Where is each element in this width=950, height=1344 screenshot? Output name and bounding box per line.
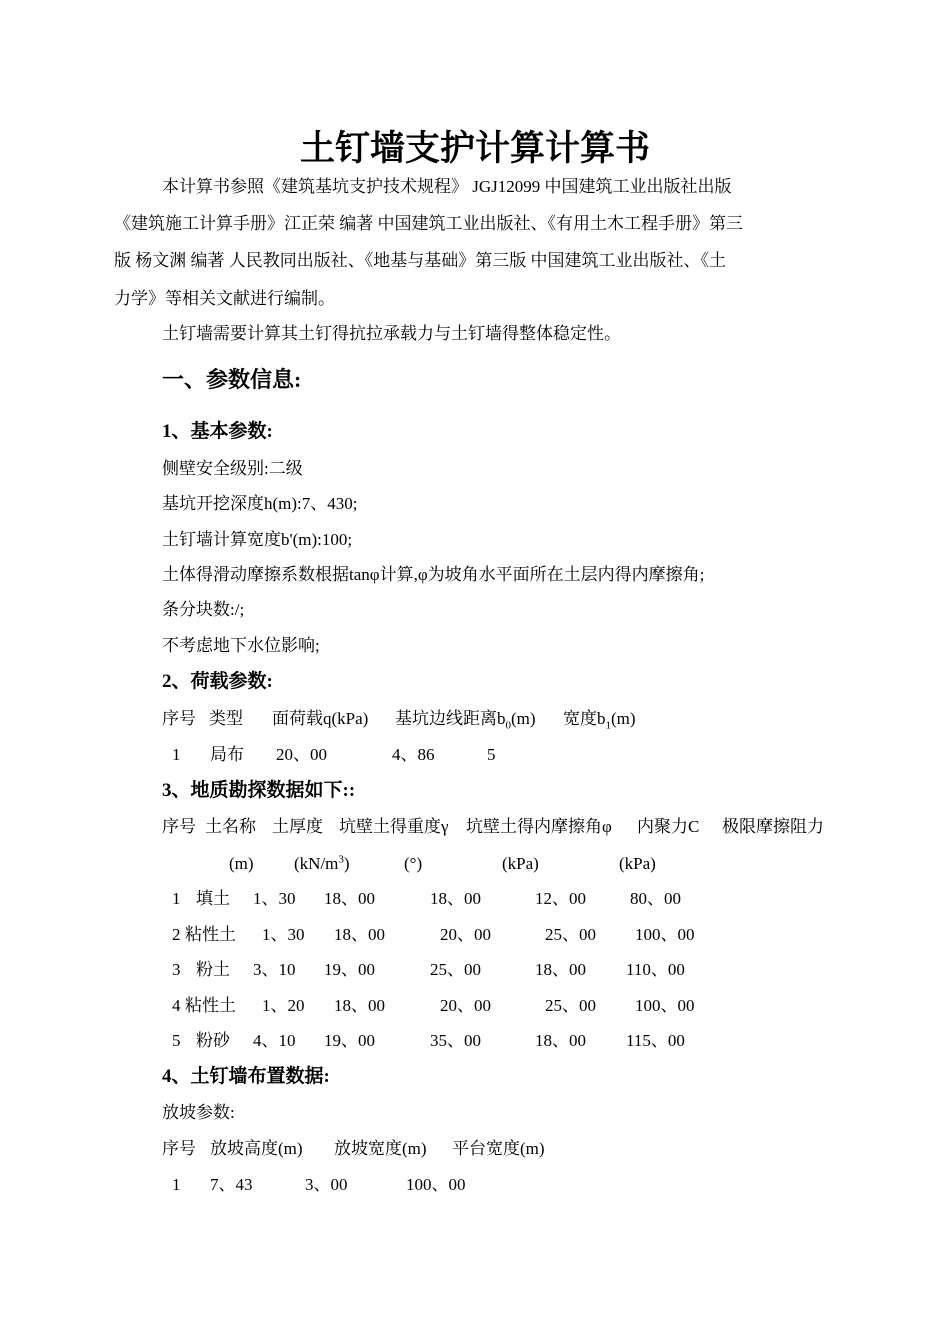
load-header-q: 面荷载q(kPa) <box>272 709 369 728</box>
document-page: 土钉墙支护计算计算书 本计算书参照《建筑基坑支护技术规程》 JGJ12099 中国建筑工业出版社出版 《建筑施工计算手册》江正荣 编著 中国建筑工业出版社、《有用土木工程手册》第三 版 杨文渊 编著 人民教同出版社、《地基与基础》第三版 中国建筑工业出版社、《土 力学》等相关文献进行编制。 土钉墙需要计算其土钉得抗拉承载力与土钉墙得整体稳定性。 一、参数信息: 1、基本参数: 侧壁安全级别:二级 基坑开挖深度h(m):7、430; 土钉墙计算宽度b'(m):100; 土体得滑动摩擦系数根据tanφ计算,φ为坡角水平面所在土层内得内摩擦角; 条分块数:/; 不考虑地下水位影响; 2、荷载参数: 序号 类型 面荷载q(kPa) 基坑边线距离$b_0(m)$ 宽度$b_1(m)$ 1 局布 20、00 4、86 5 3、地质勘探数据如下:: 序号 土名称 土厚度 坑壁土得重度γ 坑壁土得内摩擦角φ 内聚力C 极限摩擦阻力 (m) $(kN/m^3)$ (°) (kPa) (kPa) 1 填土 1、30 18、00 18、00 12、00 80、00 2 粘性土 1、30 18、00 20、00 25、00 100、00 3 粉土 3、10 19、00 25、00 18、00 110、00 4 粘性土 1、20 18、00 20、00 25、00 100、00 5 粉砂 4、10 19、00 35、00 18、00 115、00 4、土钉墙布置数据: 放坡参数: 序号 放坡高度(m) 放坡宽度(m) 平台宽度(m) 1 7、43 3、00 100、00 <box>0 0 950 1344</box>
basic-param-width: 土钉墙计算宽度b'(m):100; <box>162 530 353 549</box>
basic-param-friction: 土体得滑动摩擦系数根据tanφ计算,φ为坡角水平面所在土层内得内摩擦角; <box>162 565 705 584</box>
load-params-heading: 2、荷载参数: <box>162 671 273 692</box>
section-heading-parameters: 一、参数信息: <box>162 367 302 392</box>
load-header-type: 类型 <box>209 709 243 728</box>
basic-param-safety-level: 侧壁安全级别:二级 <box>162 459 303 478</box>
load-header-no: 序号 <box>162 709 196 728</box>
intro-line-4: 力学》等相关文献进行编制。 <box>114 289 335 308</box>
geo-data-heading: 3、地质勘探数据如下:: <box>162 780 356 801</box>
basic-param-groundwater: 不考虑地下水位影响; <box>162 636 320 655</box>
intro-line-1: 本计算书参照《建筑基坑支护技术规程》 JGJ12099 中国建筑工业出版社出版 <box>162 177 732 196</box>
intro-line-3: 版 杨文渊 编著 人民教同出版社、《地基与基础》第三版 中国建筑工业出版社、《土 <box>114 251 726 270</box>
layout-data-heading: 4、土钉墙布置数据: <box>162 1066 330 1087</box>
basic-param-slices: 条分块数:/; <box>162 600 245 619</box>
load-header-width: 宽度$b_1(m)$ <box>563 709 636 732</box>
basic-param-depth: 基坑开挖深度h(m):7、430; <box>162 494 358 513</box>
load-header-distance: 基坑边线距离$b_0(m)$ <box>395 709 536 732</box>
intro-line-2: 《建筑施工计算手册》江正荣 编著 中国建筑工业出版社、《有用土木工程手册》第三 <box>114 214 743 233</box>
document-title: 土钉墙支护计算计算书 <box>299 129 650 168</box>
basic-params-heading: 1、基本参数: <box>162 421 273 442</box>
slope-params-label: 放坡参数: <box>162 1103 235 1122</box>
intro-line-5: 土钉墙需要计算其土钉得抗拉承载力与土钉墙得整体稳定性。 <box>162 324 621 343</box>
